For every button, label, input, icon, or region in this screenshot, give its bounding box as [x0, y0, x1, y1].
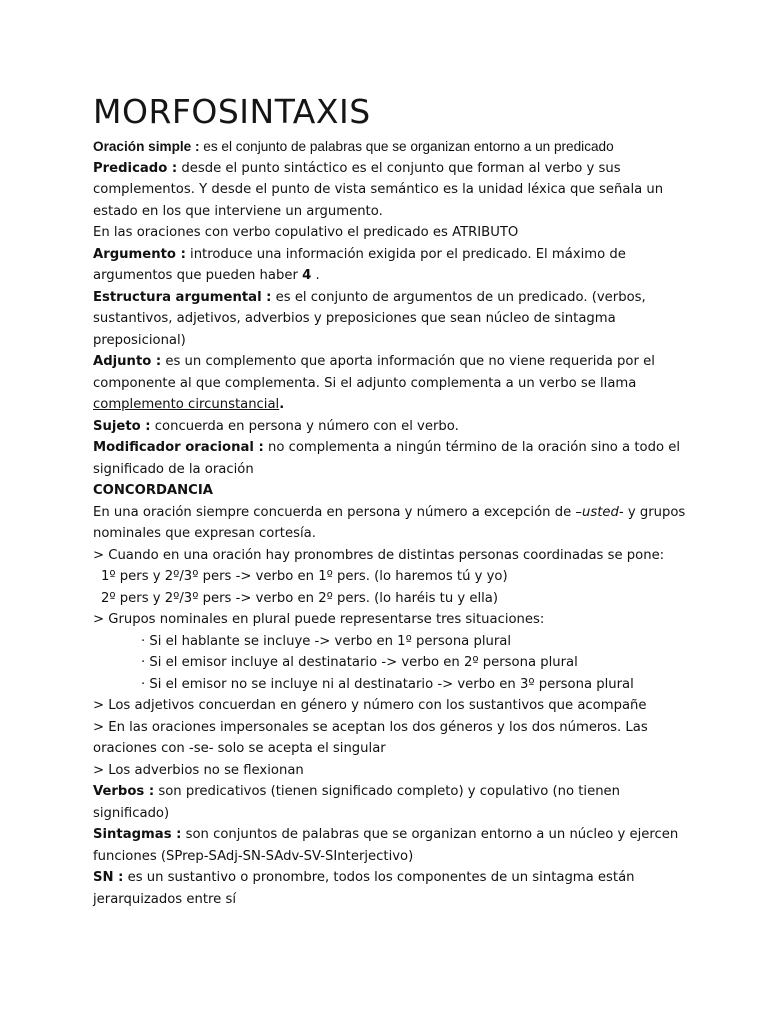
argumento-text-2: argumentos que pueden haber: [93, 268, 303, 283]
oracion-simple-term: Oración simple :: [93, 139, 200, 154]
sujeto-text: concuerda en persona y número con el verbo.: [150, 418, 459, 434]
predicado-term: Predicado :: [93, 160, 178, 176]
adjunto-line-1: [93, 351, 728, 373]
predicado-text-1: desde el punto sintáctico es el conjunto que forman al verbo y sus: [177, 160, 621, 176]
verbos-text-1: son predicativos (tienen significado completo) y copulativo (no tienen: [154, 784, 621, 799]
bullet-adjetivos: > Los adjetivos concuerdan en género y número con los sustantivos que acompañe: [93, 698, 647, 713]
adjunto-line-2: componente al que complementa. Si el adjunto complementa a un verbo se llama: [93, 375, 637, 391]
document-body: [93, 136, 728, 910]
bullet-impersonales-2: oraciones con -se- solo se acepta el singular: [93, 741, 386, 756]
predicado-line-3: estado en los que interviene un argumento.: [93, 203, 383, 219]
sn-line-1: [93, 867, 728, 889]
sn-line-2: jerarquizados entre sí: [93, 891, 236, 907]
sn-term: SN :: [93, 870, 124, 885]
concordancia-line-2: nominales que expresan cortesía.: [93, 526, 316, 541]
estructura-line-3: preposicional): [93, 332, 186, 348]
oracion-simple-text: es el conjunto de palabras que se organizan entorno a un predicado: [199, 139, 614, 154]
argumento-line-1: [93, 244, 728, 266]
bullet-pronombres: > Cuando en una oración hay pronombres de distintas personas coordinadas se pone:: [93, 547, 665, 563]
verbos-line-1: [93, 781, 728, 803]
bullet-adverbios: > Los adverbios no se flexionan: [93, 762, 304, 778]
sujeto-term: Sujeto :: [93, 418, 151, 434]
estructura-term: Estructura argumental :: [93, 289, 272, 305]
predicado-line-1: [93, 158, 728, 180]
modificador-line-2: significado de la oración: [93, 461, 254, 477]
adjunto-dot: .: [279, 397, 285, 412]
sintagmas-line-2: funciones (SPrep-SAdj-SN-SAdv-SV-SInterjectivo): [93, 848, 414, 864]
adjunto-line-3: [93, 394, 728, 416]
concordancia-text-1a: En una oración siempre concuerda en persona y número a excepción de: [93, 504, 576, 520]
bullet-pronombres-sub-2: 2º pers y 2º/3º pers -> verbo en 2º pers. (lo haréis tu y ella): [101, 590, 499, 606]
modificador-line-1: [93, 437, 728, 459]
estructura-line-2: sustantivos, adjetivos, adverbios y preposiciones que sean núcleo de sintagma: [93, 311, 616, 326]
predicado-line-2: complementos. Y desde el punto de vista semántico es la unidad léxica que señala un: [93, 182, 664, 197]
sn-text-1: es un sustantivo o pronombre, todos los componentes de un sintagma están: [123, 870, 635, 885]
argumento-line-2: [93, 265, 728, 287]
verbos-line-2: significado): [93, 805, 170, 821]
page-title: MORFOSINTAXIS: [93, 92, 371, 131]
predicado-line-4: En las oraciones con verbo copulativo el predicado es ATRIBUTO: [93, 225, 519, 240]
concordancia-line-1: [93, 502, 728, 524]
bullet-impersonales-1: > En las oraciones impersonales se aceptan los dos géneros y los dos números. Las: [93, 719, 648, 735]
bullet-pronombres-sub-1: 1º pers y 2º/3º pers -> verbo en 1º pers. (lo haremos tú y yo): [101, 569, 508, 584]
adjunto-text-1: es un complemento que aporta información que no viene requerida por el: [161, 354, 655, 369]
bullet-grupos-nominales: > Grupos nominales en plural puede representarse tres situaciones:: [93, 612, 545, 627]
verbos-term: Verbos :: [93, 784, 155, 799]
estructura-text-1: es el conjunto de argumentos de un predicado. (verbos,: [271, 289, 646, 305]
adjunto-term: Adjunto :: [93, 354, 162, 369]
sintagmas-text-1: son conjuntos de palabras que se organizan entorno a un núcleo y ejercen: [181, 827, 679, 842]
estructura-line-1: [93, 287, 728, 309]
concordancia-text-1b: y grupos: [623, 504, 686, 520]
complemento-circunstancial-text: complemento circunstancial: [93, 397, 280, 412]
argumento-text-1: introduce una información exigida por el predicado. El máximo de: [185, 246, 626, 262]
concordancia-heading: CONCORDANCIA: [93, 483, 213, 498]
oracion-simple-line: [93, 136, 728, 158]
usted-text: –usted-: [575, 504, 624, 520]
argumento-number: 4: [302, 268, 312, 283]
sintagmas-term: Sintagmas :: [93, 827, 182, 842]
modificador-term: Modificador oracional :: [93, 440, 264, 455]
bullet-grupos-sub-3: · Si el emisor no se incluye ni al destinatario -> verbo en 3º persona plural: [141, 676, 634, 692]
modificador-text-1: no complementa a ningún término de la oración sino a todo el: [263, 440, 680, 455]
sujeto-line: [93, 416, 728, 438]
argumento-term: Argumento :: [93, 246, 186, 262]
sintagmas-line-1: [93, 824, 728, 846]
concordancia-heading-line: [93, 480, 728, 502]
bullet-grupos-sub-1: · Si el hablante se incluye -> verbo en 1º persona plural: [141, 633, 512, 649]
bullet-grupos-sub-2: · Si el emisor incluye al destinatario -> verbo en 2º persona plural: [141, 655, 578, 670]
argumento-text-end: .: [311, 268, 320, 283]
